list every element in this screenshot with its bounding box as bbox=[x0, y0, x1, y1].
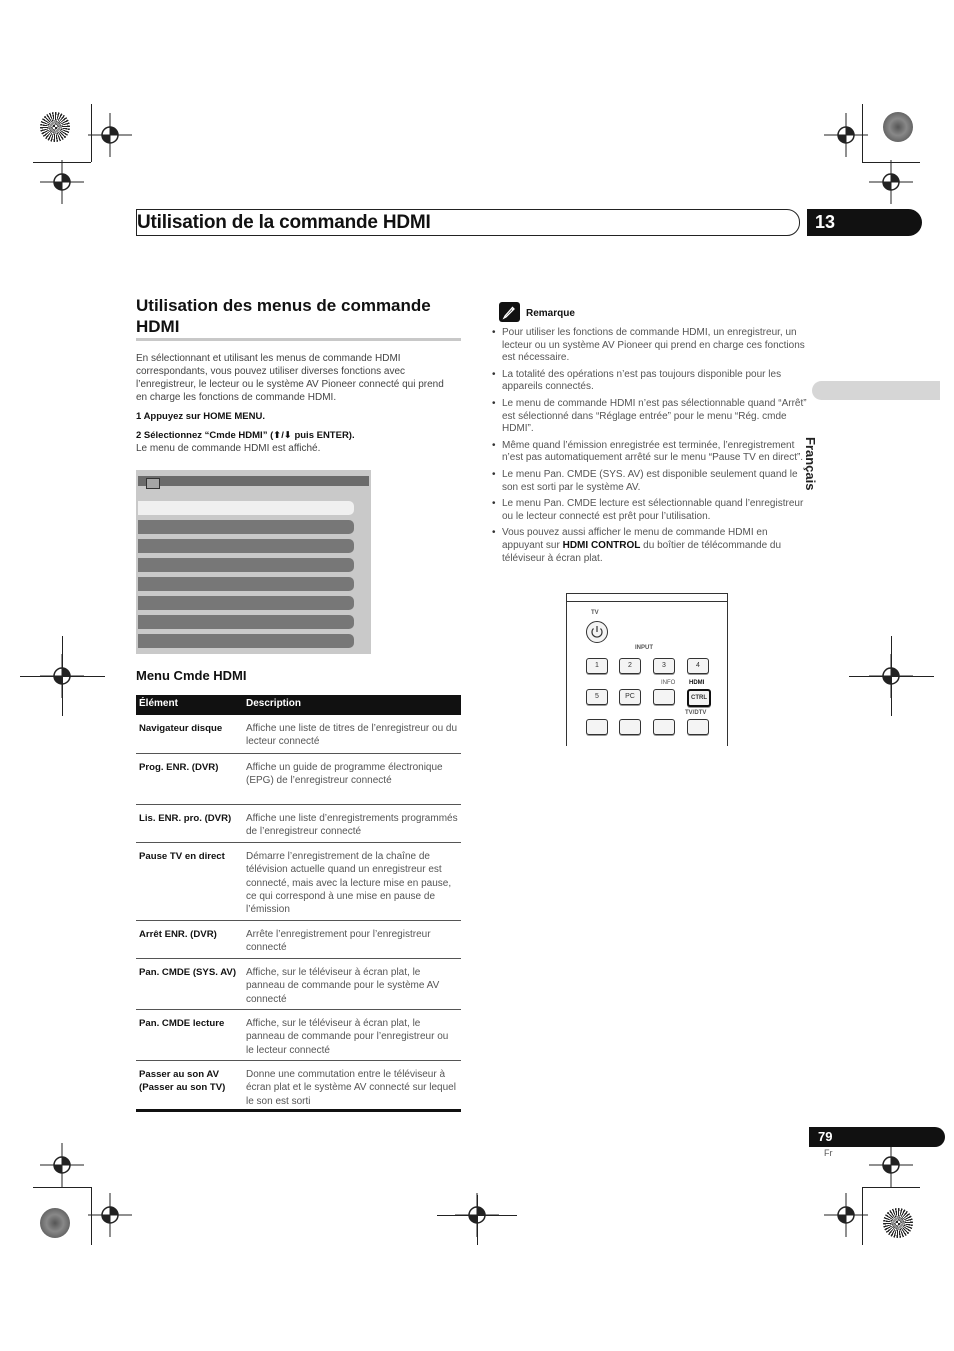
crop-disc-icon bbox=[40, 112, 70, 142]
key-4: 4 bbox=[687, 658, 709, 674]
screen-mode-icon bbox=[586, 719, 608, 735]
section-title: Utilisation des menus de commande HDMI bbox=[136, 296, 431, 336]
row-description: Affiche un guide de programme électronique (EPG) de l’enregistreur connecté bbox=[246, 762, 443, 787]
note-item: • Le menu de commande HDMI n’est pas sélectionnable quand “Arrêt” est sélectionné dans “Réglage entrée” pour le menu “Rég. cmde HDMI”. bbox=[492, 398, 810, 436]
menu-item bbox=[138, 577, 354, 591]
step-1: 1 Appuyez sur HOME MENU. bbox=[136, 411, 265, 422]
remote-top-edge bbox=[567, 601, 727, 602]
note-list bbox=[492, 327, 810, 569]
menu-title-bar bbox=[138, 476, 369, 486]
note-item: • Même quand l’émission enregistrée est terminée, l’enregistrement n’est pas automatiquement arrêté sur le menu “Pause TV en direct”. bbox=[492, 440, 810, 465]
row-description: Affiche, sur le téléviseur à écran plat, le panneau de commande pour le système AV connecté bbox=[246, 967, 440, 1005]
note-text: du boîtier de télécommande du téléviseur à écran plat. bbox=[502, 539, 782, 564]
table-row bbox=[136, 959, 461, 1010]
note-item bbox=[492, 527, 810, 565]
note-label: Remarque bbox=[526, 308, 575, 319]
table-row bbox=[136, 715, 461, 754]
row-description: Démarre l’enregistrement de la chaîne de télévision actuelle quand un enregistreur est connecté, mais avec la lecture mise en pause, ce qui correspond à une mise en pause de l’émission bbox=[246, 851, 452, 916]
crosshair-icon bbox=[824, 113, 868, 157]
menu-item bbox=[138, 615, 354, 629]
menu-item bbox=[138, 558, 354, 572]
row-description: Affiche une liste d’enregistrements programmés de l’enregistreur connecté bbox=[246, 813, 458, 838]
pencil-icon bbox=[499, 302, 520, 322]
menu-item bbox=[138, 539, 354, 553]
info-label: INFO bbox=[661, 680, 676, 686]
step-2-result: Le menu de commande HDMI est affiché. bbox=[136, 443, 321, 454]
hdmi-control-button: CTRL bbox=[687, 689, 711, 707]
page-language: Fr bbox=[824, 1148, 833, 1158]
key-5: 5 bbox=[586, 689, 608, 705]
crosshair-icon bbox=[88, 113, 132, 157]
remote-control-illustration bbox=[566, 593, 728, 746]
input-switch-icon bbox=[619, 719, 641, 735]
menu-item bbox=[138, 501, 354, 515]
column-header-element: Élément bbox=[139, 698, 178, 709]
note-item: • Pour utiliser les fonctions de commande HDMI, un enregistreur, un lecteur ou un système AV Pioneer qui prend en charge ces fonctions est nécessaire. bbox=[492, 327, 810, 365]
menu-item bbox=[138, 634, 354, 648]
key-1: 1 bbox=[586, 658, 608, 674]
crop-disc-icon bbox=[883, 1208, 913, 1238]
row-description: Arrête l’enregistrement pour l’enregistreur connecté bbox=[246, 929, 431, 954]
table-row bbox=[136, 843, 461, 921]
key-3: 3 bbox=[653, 658, 675, 674]
chapter-header-bar bbox=[136, 209, 800, 236]
note-item: • Le menu Pan. CMDE (SYS. AV) est disponible seulement quand le son est sorti par le système AV. bbox=[492, 469, 810, 494]
crosshair-icon bbox=[869, 1143, 913, 1187]
row-item: Lis. ENR. pro. (DVR) bbox=[139, 813, 232, 824]
row-item: Pause TV en direct bbox=[139, 851, 225, 862]
crosshair-icon bbox=[88, 1193, 132, 1237]
section-rule bbox=[136, 338, 461, 341]
row-item: Pan. CMDE (SYS. AV) bbox=[139, 967, 237, 978]
key-2: 2 bbox=[619, 658, 641, 674]
tv-icon bbox=[146, 478, 160, 489]
step-2: 2 Sélectionnez “Cmde HDMI” (⬆/⬇ puis ENTER). bbox=[136, 430, 355, 441]
tvdtv-label: TV/DTV bbox=[685, 710, 707, 716]
crosshair-icon bbox=[40, 1143, 84, 1187]
row-description: Affiche, sur le téléviseur à écran plat, le panneau de commande pour l’enregistreur ou le lecteur connecté bbox=[246, 1018, 449, 1056]
column-header-description: Description bbox=[246, 698, 302, 709]
row-item: Pan. CMDE lecture bbox=[139, 1018, 225, 1029]
crosshair-icon bbox=[40, 160, 84, 204]
table-row bbox=[136, 754, 461, 805]
crosshair-icon bbox=[869, 160, 913, 204]
intro-paragraph: En sélectionnant et utilisant les menus de commande HDMI correspondants, vous pouvez utiliser diverses fonctions avec l’enregistreur, le lecteur ou le système AV Pioneer connecté qui prend en charge les fonctions de commande HDMI. bbox=[136, 353, 444, 403]
row-item: Prog. ENR. (DVR) bbox=[139, 762, 219, 773]
row-item: Passer au son AV (Passer au son TV) bbox=[139, 1069, 226, 1094]
row-description: Donne une commutation entre le téléviseur à écran plat et le système AV connecté sur lequel le son est sorti bbox=[246, 1069, 456, 1107]
language-tab bbox=[812, 381, 940, 400]
note-item: • La totalité des opérations n’est pas toujours disponible pour les appareils connectés. bbox=[492, 369, 810, 394]
tv-label: TV bbox=[591, 610, 599, 616]
page-number: 79 bbox=[809, 1127, 945, 1147]
menu-item bbox=[138, 596, 354, 610]
note-bold-text: HDMI CONTROL bbox=[562, 539, 641, 551]
row-item: Navigateur disque bbox=[139, 723, 223, 734]
hdmi-label: HDMI bbox=[689, 680, 705, 686]
table-bottom-rule bbox=[136, 1109, 461, 1112]
table-row bbox=[136, 805, 461, 843]
language-label: Français bbox=[803, 437, 818, 491]
chapter-title: Utilisation de la commande HDMI bbox=[137, 212, 431, 233]
pip-icon bbox=[653, 719, 675, 735]
input-label: INPUT bbox=[635, 645, 653, 651]
row-description: Affiche une liste de titres de l’enregistreur ou du lecteur connecté bbox=[246, 723, 458, 748]
menu-item bbox=[138, 520, 354, 534]
note-item: • Le menu Pan. CMDE lecture est sélectionnable quand l’enregistreur ou le lecteur connecté est prêt pour l’utilisation. bbox=[492, 498, 810, 523]
crop-disc-icon bbox=[883, 112, 913, 142]
table-header bbox=[136, 695, 461, 715]
tvdtv-button bbox=[687, 719, 709, 735]
table-row bbox=[136, 1010, 461, 1061]
hdmi-menu-screenshot bbox=[136, 470, 371, 654]
info-button-icon bbox=[653, 689, 675, 705]
menu-table bbox=[136, 695, 461, 1112]
table-row bbox=[136, 921, 461, 959]
table-title: Menu Cmde HDMI bbox=[136, 668, 247, 683]
row-item: Arrêt ENR. (DVR) bbox=[139, 929, 217, 940]
key-pc: PC bbox=[619, 689, 641, 705]
table-row bbox=[136, 1061, 461, 1109]
crop-disc-icon bbox=[40, 1208, 70, 1238]
note-text: Vous pouvez aussi afficher le menu de commande HDMI en appuyant sur bbox=[502, 527, 768, 551]
chapter-number: 13 bbox=[807, 209, 922, 236]
power-icon bbox=[586, 621, 608, 643]
